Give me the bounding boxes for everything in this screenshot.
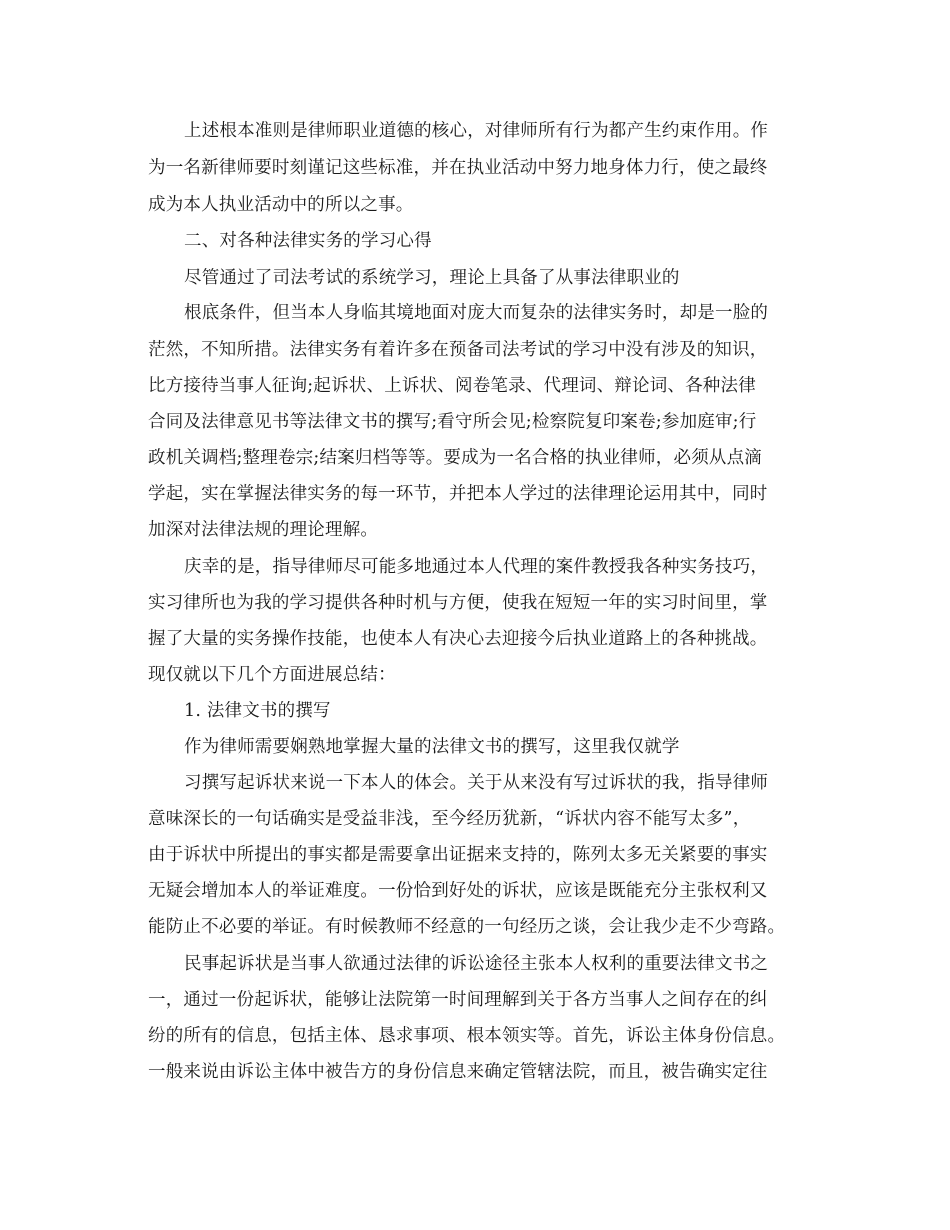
paragraph-line: 为一名新律师要时刻谨记这些标准，并在执业活动中努力地身体力行，使之最终 xyxy=(148,158,768,178)
paragraph-line: 习撰写起诉状来说一下本人的体会。关于从来没有写过诉状的我，指导律师 xyxy=(184,773,769,793)
paragraph-line: 茫然，不知所措。法律实务有着许多在预备司法考试的学习中没有涉及的知识， xyxy=(148,340,768,360)
paragraph-line: 民事起诉状是当事人欲通过法律的诉讼途径主张本人权利的重要法律文书之 xyxy=(184,954,769,974)
paragraph-line: 加深对法律法规的理论理解。 xyxy=(148,520,379,540)
paragraph-line: 成为本人执业活动中的所以之事。 xyxy=(148,195,414,215)
paragraph-line: 庆幸的是，指导律师尽可能多地通过本人代理的案件教授我各种实务技巧， xyxy=(184,557,769,577)
paragraph-line: 政机关调档;整理卷宗;结案归档等等。要成为一名合格的执业律师，必须从点滴 xyxy=(148,448,762,468)
paragraph-line: 实习律所也为我的学习提供各种时机与方便，使我在短短一年的实习时间里，掌 xyxy=(148,593,768,613)
paragraph-line: 现仅就以下几个方面进展总结： xyxy=(148,665,396,685)
paragraph-line: 比方接待当事人征询;起诉状、上诉状、阅卷笔录、代理词、辩论词、各种法律 xyxy=(148,376,756,396)
paragraph-line: 尽管通过了司法考试的系统学习，理论上具备了从事法律职业的 xyxy=(184,268,680,288)
paragraph-line: 纷的所有的信息，包括主体、恳求事项、根本领实等。首先，诉讼主体身份信息。 xyxy=(148,1026,786,1046)
paragraph-line: 一，通过一份起诉状，能够让法院第一时间理解到关于各方当事人之间存在的纠 xyxy=(148,990,768,1010)
paragraph-line: 作为律师需要娴熟地掌握大量的法律文书的撰写，这里我仅就学 xyxy=(184,737,680,757)
paragraph-line: 一般来说由诉讼主体中被告方的身份信息来确定管辖法院，而且，被告确实定往 xyxy=(148,1062,768,1082)
paragraph-line: 上述根本准则是律师职业道德的核心，对律师所有行为都产生约束作用。作 xyxy=(184,121,769,141)
subsection-heading: 1. 法律文书的撰写 xyxy=(184,701,331,721)
paragraph-line: 能防止不必要的举证。有时候教师不经意的一句经历之谈，会让我少走不少弯路。 xyxy=(148,917,786,937)
paragraph-line: 由于诉状中所提出的事实都是需要拿出证据来支持的，陈列太多无关紧要的事实 xyxy=(148,845,768,865)
section-heading: 二、对各种法律实务的学习心得 xyxy=(184,231,432,251)
paragraph-line: 无疑会增加本人的举证难度。一份恰到好处的诉状，应该是既能充分主张权利又 xyxy=(148,881,768,901)
paragraph-line: 握了大量的实务操作技能，也使本人有决心去迎接今后执业道路上的各种挑战。 xyxy=(148,629,768,649)
paragraph-line: 意味深长的一句话确实是受益非浅，至今经历犹新，“诉状内容不能写太多”， xyxy=(148,809,751,829)
paragraph-line: 合同及法律意见书等法律文书的撰写;看守所会见;检察院复印案卷;参加庭审;行 xyxy=(148,412,757,432)
paragraph-line: 学起，实在掌握法律实务的每一环节，并把本人学过的法律理论运用其中，同时 xyxy=(148,484,768,504)
paragraph-line: 根底条件，但当本人身临其境地面对庞大而复杂的法律实务时，却是一脸的 xyxy=(184,303,769,323)
